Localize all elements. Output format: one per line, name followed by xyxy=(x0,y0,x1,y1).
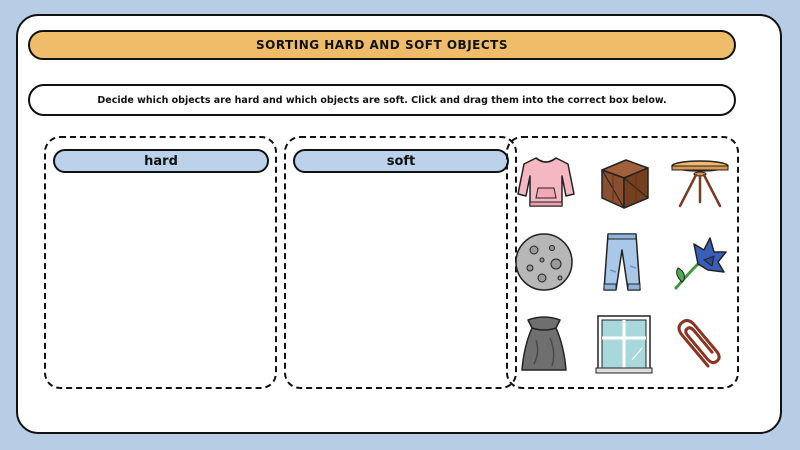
page-title xyxy=(28,30,736,60)
draggable-paperclip[interactable] xyxy=(668,312,732,376)
hard-label xyxy=(53,149,269,173)
stool-icon xyxy=(668,150,732,214)
objects-tray xyxy=(506,136,739,389)
bag-icon xyxy=(512,312,576,376)
instructions-text: Decide which objects are hard and which objects are soft. Click and drag them into the correct box below. xyxy=(97,94,667,106)
instructions-bar xyxy=(28,84,736,116)
draggable-flower[interactable] xyxy=(668,230,732,294)
page-title-text: SORTING HARD AND SOFT OBJECTS xyxy=(256,38,508,52)
flower-icon xyxy=(668,230,732,294)
draggable-jeans[interactable] xyxy=(590,230,654,294)
window-icon xyxy=(592,312,656,376)
hard-label-text: hard xyxy=(144,153,178,169)
hard-drop-zone[interactable] xyxy=(44,136,277,389)
draggable-crate[interactable] xyxy=(592,150,656,214)
sweater-icon xyxy=(514,150,578,214)
draggable-moon[interactable] xyxy=(512,230,576,294)
soft-label xyxy=(293,149,509,173)
moon-ball-icon xyxy=(512,230,576,294)
wooden-crate-icon xyxy=(592,150,656,214)
paperclip-icon xyxy=(668,312,732,376)
draggable-window[interactable] xyxy=(592,312,656,376)
draggable-sweater[interactable] xyxy=(514,150,578,214)
draggable-stool[interactable] xyxy=(668,150,732,214)
jeans-icon xyxy=(590,230,654,294)
soft-drop-zone[interactable] xyxy=(284,136,517,389)
soft-label-text: soft xyxy=(386,153,416,169)
draggable-bag[interactable] xyxy=(512,312,576,376)
